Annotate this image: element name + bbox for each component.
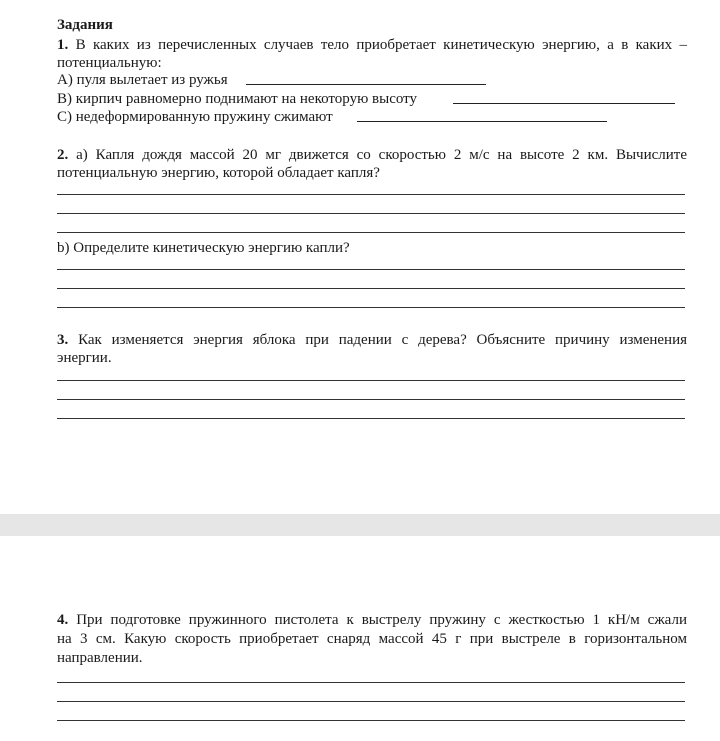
answer-line[interactable] — [57, 232, 685, 233]
answer-line[interactable] — [57, 288, 685, 289]
answer-line[interactable] — [57, 399, 685, 400]
answer-line[interactable] — [57, 701, 685, 702]
question-4-line-1: 4. При подготовке пружинного пистолета к выстрелу пружину с жесткостью 1 кН/м сжали — [57, 612, 687, 628]
answer-line[interactable] — [57, 213, 685, 214]
answer-line[interactable] — [57, 720, 685, 721]
section-heading: Задания — [57, 17, 113, 33]
answer-line[interactable] — [57, 682, 685, 683]
question-2a-line-2: потенциальную энергию, которой обладает капля? — [57, 165, 380, 181]
answer-line[interactable] — [57, 194, 685, 195]
question-1-option-b: В) кирпич равномерно поднимают на некоторую высоту — [57, 91, 418, 107]
worksheet-page-2 — [0, 536, 720, 741]
answer-blank-option-a[interactable] — [246, 84, 486, 85]
question-2b: b) Определите кинетическую энергию капли? — [57, 240, 350, 256]
question-1-line-2: потенциальную: — [57, 55, 162, 71]
question-4-line-2: на 3 см. Какую скорость приобретает снаряд массой 45 г при выстреле в горизонтальном — [57, 631, 687, 647]
question-1-line-1: 1. В каких из перечисленных случаев тело приобретает кинетическую энергию, а в каких – — [57, 37, 687, 53]
question-3-line-1: 3. Как изменяется энергия яблока при падении с дерева? Объясните причину изменения — [57, 332, 688, 348]
question-4-line-3: направлении. — [57, 650, 143, 666]
answer-blank-option-b[interactable] — [453, 103, 675, 104]
question-1-option-a: А) пуля вылетает из ружья — [57, 72, 228, 88]
question-1-option-c: С) недеформированную пружину сжимают — [57, 109, 333, 125]
answer-line[interactable] — [57, 307, 685, 308]
page-break — [0, 514, 720, 536]
answer-line[interactable] — [57, 418, 685, 419]
question-3-line-2: энергии. — [57, 350, 112, 366]
answer-blank-option-c[interactable] — [357, 121, 607, 122]
question-2a-line-1: 2. а) Капля дождя массой 20 мг движется со скоростью 2 м/с на высоте 2 км. Вычислите — [57, 147, 687, 163]
answer-line[interactable] — [57, 269, 685, 270]
answer-line[interactable] — [57, 380, 685, 381]
